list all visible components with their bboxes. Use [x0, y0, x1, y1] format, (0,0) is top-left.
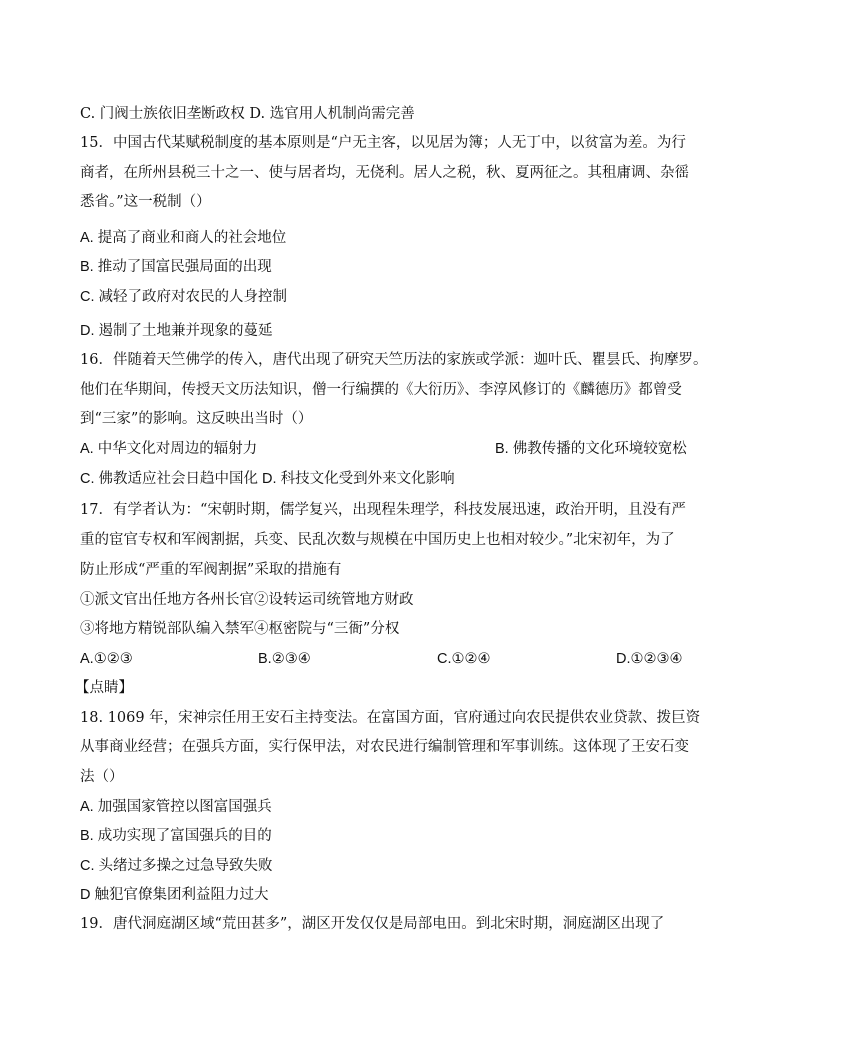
q17-option-d: D.①②③④	[616, 651, 683, 667]
q18-option-b: B. 成功实现了富国强兵的目的	[80, 828, 272, 844]
q17-stem-line-1: 17．有学者认为：“宋朝时期，儒学复兴，出现程朱理学，科技发展迅速，政治开明，且没有严	[80, 502, 686, 518]
q18-stem-line-2: 从事商业经营；在强兵方面，实行保甲法，对农民进行编制管理和军事训练。这体现了王安石变	[80, 739, 689, 755]
q15-option-a: A. 提高了商业和商人的社会地位	[80, 230, 287, 246]
q17-option-a: A.①②③	[80, 651, 133, 667]
q17-option-c: C.①②④	[437, 651, 491, 667]
q17-option-b: B.②③④	[258, 651, 311, 667]
q18-option-a: A. 加强国家管控以图富国强兵	[80, 799, 272, 815]
q18-option-c: C. 头绪过多操之过急导致失败	[80, 858, 273, 874]
q15-stem-line-2: 商者，在所州县税三十之一、使与居者均，无侥利。居人之税，秋、夏两征之。其租庸调、杂徭	[80, 165, 689, 181]
q18-stem-line-1: 18. 1069 年，宋神宗任用王安石主持变法。在富国方面，官府通过向农民提供农业贷款、拨巨资	[80, 710, 701, 726]
q18-option-d: D 触犯官僚集团利益阻力过大	[80, 887, 269, 903]
q16-options-cd: C. 佛教适应社会日趋中国化 D. 科技文化受到外来文化影响	[80, 471, 455, 487]
q18-stem-line-3: 法（）	[80, 769, 124, 785]
q17-item-line-1: ①派文官出任地方各州长官②设转运司统管地方财政	[80, 592, 414, 608]
q16-stem-line-3: 到“三家”的影响。这反映出当时（）	[80, 411, 313, 427]
q19-stem-line-1: 19．唐代洞庭湖区域“荒田甚多”，湖区开发仅仅是局部电田。到北宋时期，洞庭湖区出现了	[80, 916, 665, 932]
q15-stem-line-1: 15．中国古代某赋税制度的基本原则是“户无主客，以见居为簿；人无丁中，以贫富为差。为行	[80, 135, 686, 151]
q15-option-c: C. 减轻了政府对农民的人身控制	[80, 289, 288, 305]
q15-stem-line-3: 悉省。”这一税制（）	[80, 194, 211, 210]
q16-options-row-1	[80, 439, 687, 459]
q16-stem-line-1: 16．伴随着天竺佛学的传入，唐代出现了研究天竺历法的家族或学派：迦叶氏、瞿昙氏、拘摩罗。	[80, 352, 708, 368]
q16-stem-line-2: 他们在华期间，传授天文历法知识，僧一行编撰的《大衍历》、李淳风修订的《麟德历》都曾受	[80, 382, 682, 398]
q14-options-cd: C. 门阀士族依旧垄断政权 D. 选官用人机制尚需完善	[80, 106, 415, 122]
q15-option-b: B. 推动了国富民强局面的出现	[80, 259, 272, 275]
q16-option-a: A. 中华文化对周边的辐射力	[80, 441, 258, 457]
q15-option-d: D. 遏制了土地兼并现象的蔓延	[80, 323, 273, 339]
q16-option-b: B. 佛教传播的文化环境较宽松	[495, 441, 687, 457]
q17-note: 【点睛】	[75, 680, 133, 696]
q17-options-row	[80, 649, 780, 669]
q17-stem-line-3: 防止形成“严重的军阀割据”采取的措施有	[80, 562, 342, 578]
q17-stem-line-2: 重的宦官专权和军阀割据，兵变、民乱次数与规模在中国历史上也相对较少。”北宋初年，为了	[80, 532, 675, 548]
q17-item-line-2: ③将地方精锐部队编入禁军④枢密院与“三衙”分权	[80, 621, 400, 637]
